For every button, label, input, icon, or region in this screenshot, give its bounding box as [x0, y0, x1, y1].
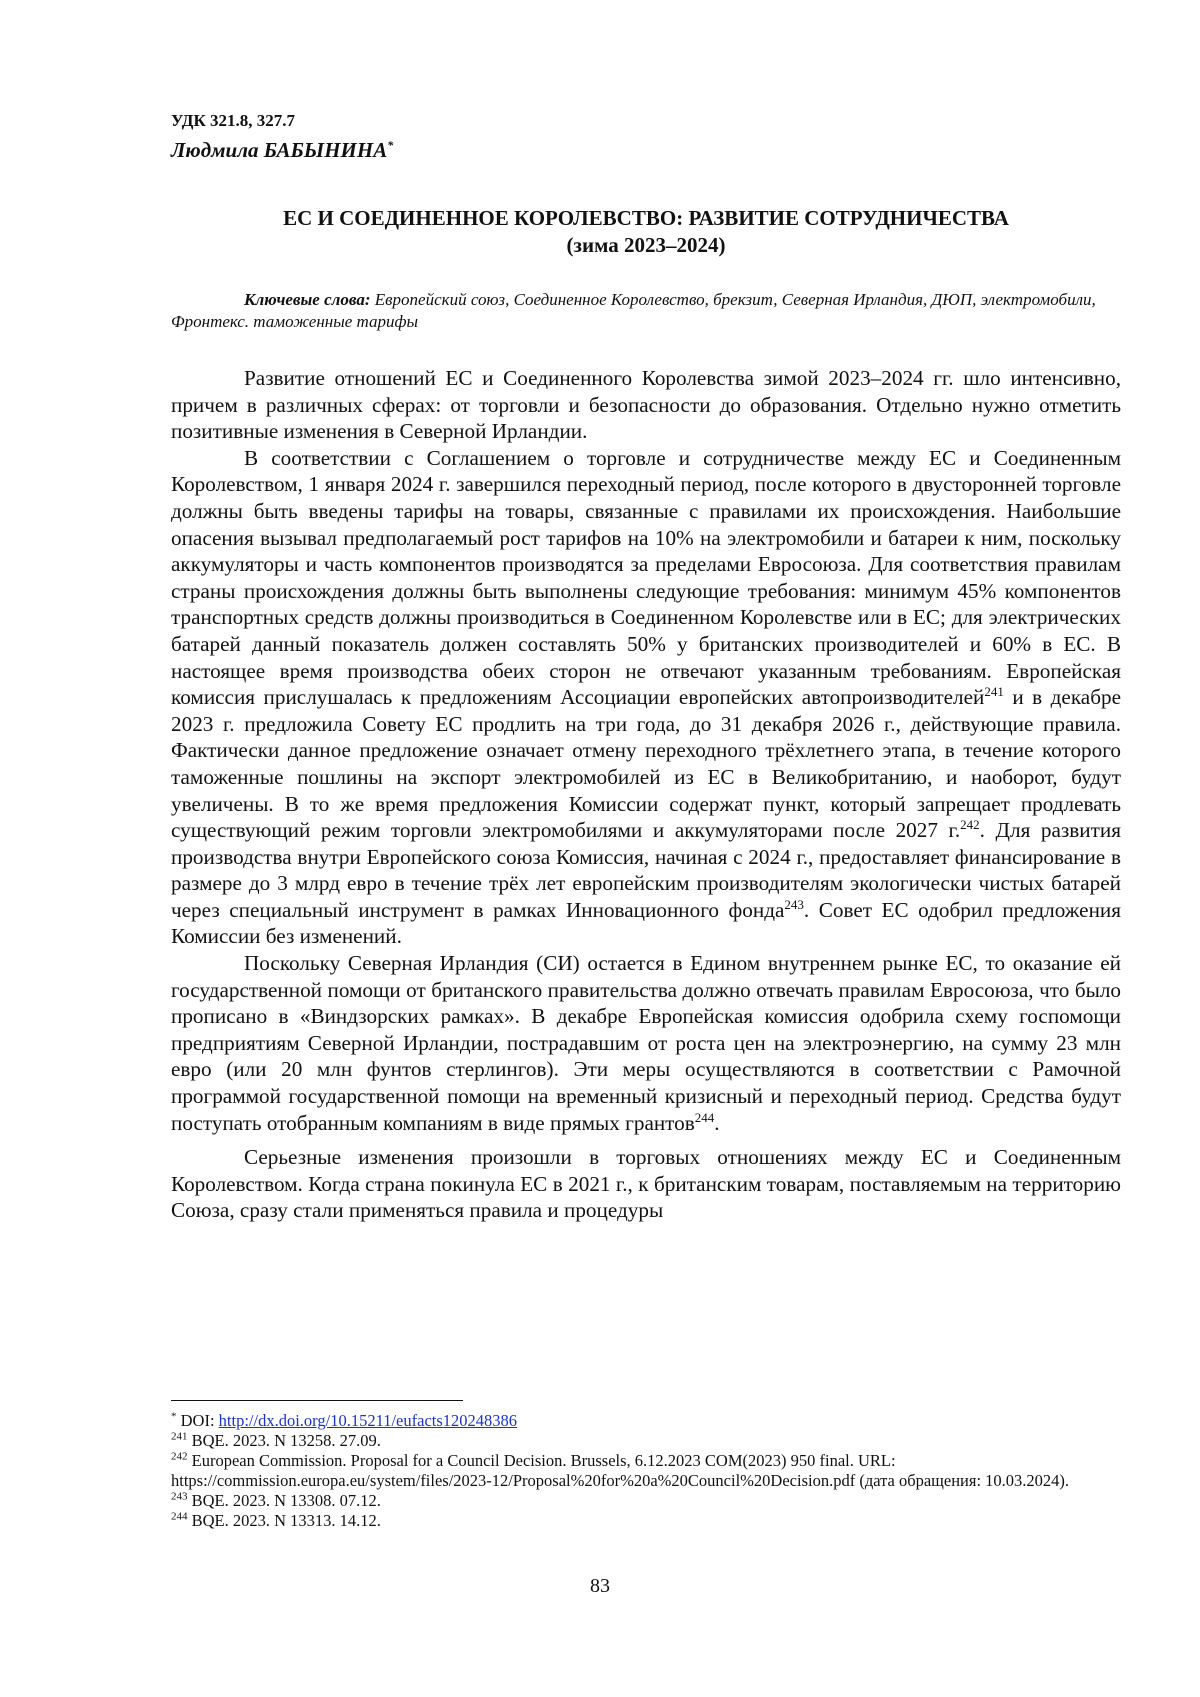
footnote-ref-242[interactable]: 242 [960, 817, 980, 833]
footnote-ref-244[interactable]: 244 [694, 1109, 715, 1125]
article-title [171, 205, 1121, 259]
footnotes-section [171, 1400, 1121, 1531]
paragraph-2-part-d: . Совет ЕС одобрил предложения Комиссии без изменений. [171, 897, 1121, 949]
paragraph-2-part-c: . Для развития производства внутри Европейского союза Комиссия, начиная с 2024 г., предоставляет финансирование в размере до 3 млрд евро в течение трёх лет европейским производителям экологически чистых батарей через специальный инструмент в рамках Инновационного фонда [171, 818, 1121, 922]
footnote-divider [171, 1400, 463, 1401]
footnote-242-text: European Commission. Proposal for a Council Decision. Brussels, 6.12.2023 COM(2023) 950 final. URL: https://commission.europa.eu/system/files/2023-12/Proposal%20for%20a%20Council%20Decision.pdf (дата обращения: 10.03.2024). [171, 1451, 1070, 1490]
paragraph-3-part-a: Поскольку Северная Ирландия (СИ) остается в Едином внутреннем рынке ЕС, то оказание ей государственной помощи от британского правительства должно отвечать правилам Евросоюза, что было прописано в «Виндзорских рамках». В декабре Европейская комиссия одобрила схему госпомощи предприятиям Северной Ирландии, пострадавшим от роста цен на электроэнергию, на сумму 23 млн евро (или 20 млн фунтов стерлингов). Эти меры осуществляются в соответствии с Рамочной программой государственной помощи на временный кризисный и переходный период. Средства будут поступать отобранным компаниям в виде прямых грантов [171, 951, 1121, 1135]
article-body [171, 365, 1121, 1224]
author-footnote-mark: * [387, 138, 394, 152]
paragraph-2-part-a: В соответствии с Соглашением о торговле и сотрудничестве между ЕС и Соединенным Королевством, 1 января 2024 г. завершился переходный период, после которого в двусторонней торговле должны быть введены тарифы на товары, связанные с правилами их происхождения. Наибольшие опасения вызывал предполагаемый рост тарифов на 10% на электромобили и батареи к ним, поскольку аккумуляторы и часть компонентов производятся за пределами Евросоюза. Для соответствия правилам страны происхождения должны быть выполнены следующие требования: минимум 45% компонентов транспортных средств должны производиться в Соединенном Королевстве или в ЕС; для электрических батарей данный показатель должен составлять 50% у британских производителей и 60% в ЕС. В настоящее время производства обеих сторон не отвечают указанным требованиям. Европейская комиссия прислушалась к предложениям Ассоциации европейских автопроизводителей [171, 445, 1121, 710]
udk-code: УДК 321.8, 327.7 [171, 111, 296, 130]
paragraph-3 [171, 950, 1121, 1136]
page-number: 83 [590, 1575, 610, 1597]
footnote-243-mark: 243 [171, 1490, 188, 1503]
footnote-241 [171, 1431, 1121, 1451]
paragraph-2 [171, 445, 1121, 950]
keywords [171, 289, 1121, 333]
footnote-242 [171, 1451, 1121, 1491]
paragraph-4: Серьезные изменения произошли в торговых отношениях между ЕС и Соединенным Королевством. Когда страна покинула ЕС в 2021 г., к британским товарам, поставляемым на территорию Союза, сразу стали применяться правила и процедуры [171, 1145, 1121, 1223]
footnote-243-text: BQE. 2023. N 13308. 07.12. [187, 1491, 381, 1510]
footnote-241-text: BQE. 2023. N 13258. 27.09. [187, 1431, 381, 1450]
footnote-doi [171, 1411, 1121, 1431]
title-line-2: (зима 2023–2024) [566, 233, 726, 257]
author-name-text: Людмила БАБЫНИНА [171, 138, 388, 162]
paragraph-2-part-b: и в декабре 2023 г. предложила Совету ЕС продлить на три года, до 31 декабря 2026 г., действующие правила. Фактически данное предложение означает отмену переходного трёхлетнего этапа, в течение которого таможенные пошлины на экспорт электромобилей из ЕС в Великобританию, и наоборот, будут увеличены. В то же время предложения Комиссии содержат пункт, который запрещает продлевать существующий режим торговли электромобилями и аккумуляторами после 2027 г. [171, 685, 1121, 843]
footnote-242-mark: 242 [171, 1450, 188, 1463]
footnote-244-mark: 244 [171, 1510, 188, 1523]
footnote-ref-243[interactable]: 243 [784, 896, 804, 912]
footnote-doi-label: DOI: [176, 1411, 219, 1430]
title-line-1: ЕС И СОЕДИНЕННОЕ КОРОЛЕВСТВО: РАЗВИТИЕ СОТРУДНИЧЕСТВА [283, 206, 1009, 230]
page-content [171, 110, 1121, 1224]
paragraph-3-part-b: . [714, 1110, 720, 1135]
footnote-244 [171, 1511, 1121, 1531]
footnote-243 [171, 1491, 1121, 1511]
keywords-label: Ключевые слова: [244, 290, 371, 309]
footnote-241-mark: 241 [171, 1430, 188, 1443]
paragraph-1: Развитие отношений ЕС и Соединенного Королевства зимой 2023–2024 гг. шло интенсивно, причем в различных сферах: от торговли и безопасности до образования. Отдельно нужно отметить позитивные изменения в Северной Ирландии. [171, 366, 1121, 444]
footnote-ref-241[interactable]: 241 [984, 684, 1004, 700]
doi-link[interactable]: http://dx.doi.org/10.15211/eufacts120248386 [218, 1411, 518, 1430]
keywords-text: Европейский союз, Соединенное Королевство, брекзит, Северная Ирландия, ДЮП, электромобили, Фронтекс. таможенные тарифы [171, 290, 1096, 331]
footnote-244-text: BQE. 2023. N 13313. 14.12. [187, 1511, 381, 1530]
footnote-doi-mark: * [171, 1410, 177, 1423]
author-name [171, 132, 1121, 163]
